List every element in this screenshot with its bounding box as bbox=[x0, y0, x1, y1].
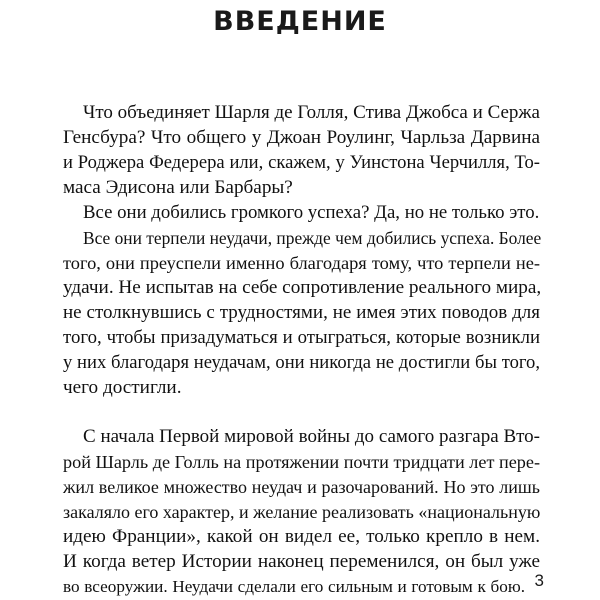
text-line: чего достигли. bbox=[63, 377, 182, 398]
text-line: во всеоружии. Неудачи сделали его сильным и готовым к бою. bbox=[63, 577, 525, 596]
text-line: и Роджера Федерера или, скажем, у Уинстона Черчилля, То- bbox=[63, 152, 540, 173]
text-line: Что объединяет Шарля де Голля, Стива Джобса и Сержа bbox=[83, 102, 540, 123]
text-line: жил великое множество неудач и разочарований. Но это лишь bbox=[63, 477, 540, 497]
text-line: Все они добились громкого успеха? Да, но не только это. bbox=[83, 202, 540, 223]
page-number: 3 bbox=[534, 571, 544, 590]
text-line: И когда ветер Истории наконец переменился, он был уже bbox=[63, 551, 540, 572]
text-line: того, чтобы призадуматься и отыграться, которые возникли bbox=[63, 327, 540, 348]
text-line: Генсбура? Что общего у Джоан Роулинг, Чарльза Дарвина bbox=[63, 127, 540, 148]
text-line: маса Эдисона или Барбары? bbox=[63, 177, 293, 198]
text-line: закаляло его характер, и желание реализовать «национальную bbox=[63, 502, 541, 522]
text-line: идею Франции», какой он видел ее, только крепло в нем. bbox=[63, 526, 540, 547]
text-line: не столкнувшись с трудностями, не имея этих поводов для bbox=[63, 302, 540, 323]
text-line: того, они преуспели именно благодаря тому, что терпели не- bbox=[63, 253, 540, 273]
text-line: удачи. Не испытав на себе сопротивление реального мира, bbox=[63, 277, 542, 298]
text-line: Все они терпели неудачи, прежде чем добились успеха. Более bbox=[83, 228, 542, 248]
page-title: ВВЕДЕНИЕ bbox=[213, 6, 387, 37]
text-line: С начала Первой мировой войны до самого разгара Вто- bbox=[83, 426, 540, 447]
text-line: рой Шарль де Голль на протяжении почти тридцати лет пере- bbox=[63, 452, 540, 472]
text-line: у них благодаря неудачам, они никогда не достигли бы того, bbox=[63, 352, 540, 373]
